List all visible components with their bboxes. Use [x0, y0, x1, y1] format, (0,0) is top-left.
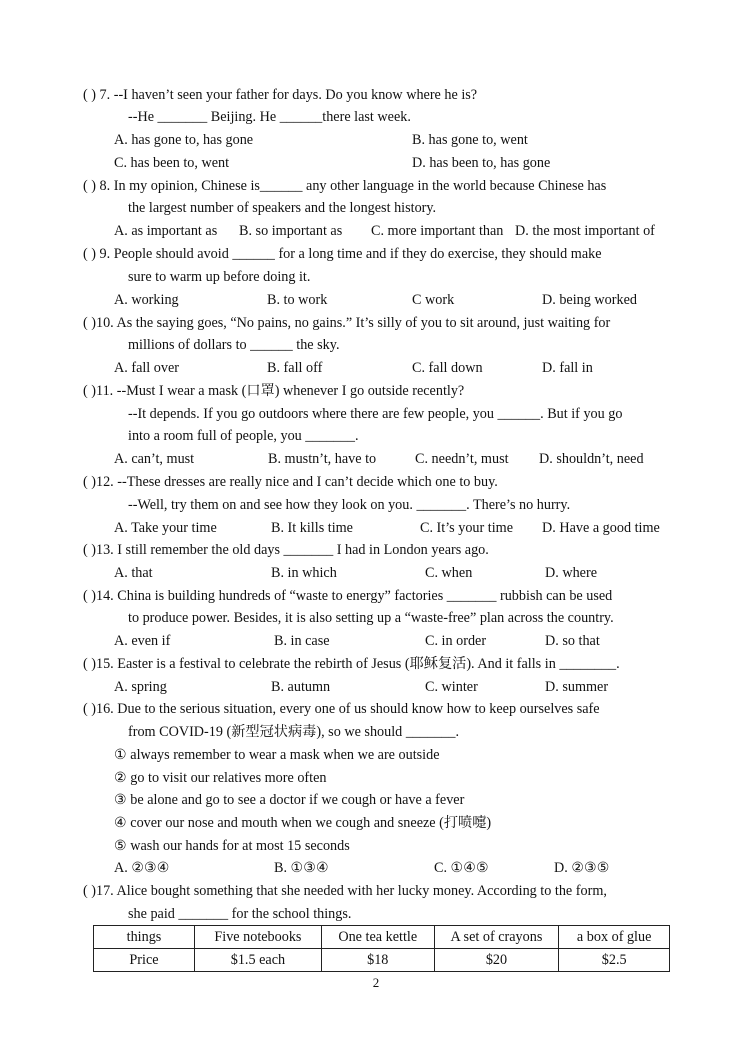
q7-stem-cont: --He _______ Beijing. He ______there last week.	[128, 109, 411, 125]
q8-option-b: B. so important as	[239, 223, 343, 239]
q16-item-4: ④ cover our nose and mouth when we cough and sneeze (打喷嚏)	[114, 815, 492, 831]
q8-stem-cont: the largest number of speakers and the longest history.	[128, 200, 437, 216]
q7-option-c: C. has been to, went	[114, 155, 230, 171]
q16-stem: ( )16. Due to the serious situation, every one of us should know how to keep ourselves safe	[83, 701, 600, 717]
q14-stem-cont: to produce power. Besides, it is also setting up a “waste-free” plan across the country.	[128, 610, 614, 626]
page-number: 2	[372, 975, 380, 990]
q16-item-2: ② go to visit our relatives more often	[114, 770, 327, 786]
q15-option-c: C. winter	[425, 679, 478, 695]
q17-stem-cont: she paid _______ for the school things.	[128, 906, 352, 922]
q13-option-b: B. in which	[271, 565, 337, 581]
table-row	[94, 949, 670, 972]
table-cell: a box of glue	[559, 926, 670, 949]
table-cell: things	[94, 926, 195, 949]
q17-stem: ( )17. Alice bought something that she needed with her lucky money. According to the form,	[83, 883, 607, 899]
q16-option-c: C. ①④⑤	[434, 860, 489, 876]
q8-option-a: A. as important as	[114, 223, 218, 239]
q9-stem: ( ) 9. People should avoid ______ for a long time and if they do exercise, they should make	[83, 246, 602, 262]
table-cell: $2.5	[559, 949, 670, 972]
q9-option-d: D. being worked	[542, 292, 637, 308]
q12-stem: ( )12. --These dresses are really nice and I can’t decide which one to buy.	[83, 474, 498, 490]
q9-option-b: B. to work	[267, 292, 328, 308]
table-cell: $20	[434, 949, 559, 972]
q16-option-a: A. ②③④	[114, 860, 170, 876]
table-cell: A set of crayons	[434, 926, 559, 949]
q10-stem-cont: millions of dollars to ______ the sky.	[128, 337, 340, 353]
q11-stem-cont: --It depends. If you go outdoors where there are few people, you ______. But if you go	[128, 406, 623, 422]
q15-stem: ( )15. Easter is a festival to celebrate the rebirth of Jesus (耶稣复活). And it falls in ________.	[83, 656, 620, 672]
price-table	[93, 925, 670, 972]
q13-option-a: A. that	[114, 565, 153, 581]
q12-option-b: B. It kills time	[271, 520, 353, 536]
q11-stem-cont2: into a room full of people, you _______.	[128, 428, 359, 444]
q11-stem: ( )11. --Must I wear a mask (口罩) whenever I go outside recently?	[83, 383, 465, 399]
q16-option-d: D. ②③⑤	[554, 860, 610, 876]
q15-option-d: D. summer	[545, 679, 609, 695]
q7-option-a: A. has gone to, has gone	[114, 132, 254, 148]
q14-option-b: B. in case	[274, 633, 330, 649]
q16-stem-cont: from COVID-19 (新型冠状病毒), so we should _______.	[128, 724, 460, 740]
q14-option-d: D. so that	[545, 633, 600, 649]
q15-option-b: B. autumn	[271, 679, 331, 695]
table-cell: $1.5 each	[194, 949, 321, 972]
q16-item-3: ③ be alone and go to see a doctor if we cough or have a fever	[114, 792, 465, 808]
q12-option-c: C. It’s your time	[420, 520, 514, 536]
table-cell: One tea kettle	[321, 926, 434, 949]
q7-stem: ( ) 7. --I haven’t seen your father for days. Do you know where he is?	[83, 87, 478, 103]
q12-option-d: D. Have a good time	[542, 520, 660, 536]
q13-option-c: C. when	[425, 565, 473, 581]
q11-option-b: B. mustn’t, have to	[268, 451, 377, 467]
q14-option-c: C. in order	[425, 633, 487, 649]
q12-stem-cont: --Well, try them on and see how they look on you. _______. There’s no hurry.	[128, 497, 571, 513]
q14-stem: ( )14. China is building hundreds of “waste to energy” factories _______ rubbish can be used	[83, 588, 613, 604]
table-header-row	[94, 926, 670, 949]
q15-option-a: A. spring	[114, 679, 167, 695]
q7-option-b: B. has gone to, went	[412, 132, 528, 148]
q16-item-5: ⑤ wash our hands for at most 15 seconds	[114, 838, 350, 854]
q9-option-a: A. working	[114, 292, 179, 308]
q10-option-d: D. fall in	[542, 360, 593, 376]
q10-option-a: A. fall over	[114, 360, 180, 376]
q12-option-a: A. Take your time	[114, 520, 217, 536]
q11-option-c: C. needn’t, must	[415, 451, 509, 467]
q16-option-b: B. ①③④	[274, 860, 329, 876]
q14-option-a: A. even if	[114, 633, 171, 649]
q10-option-c: C. fall down	[412, 360, 483, 376]
q11-option-a: A. can’t, must	[114, 451, 195, 467]
table-cell: Five notebooks	[194, 926, 321, 949]
table-cell: $18	[321, 949, 434, 972]
q8-stem: ( ) 8. In my opinion, Chinese is______ any other language in the world because Chinese has	[83, 178, 607, 194]
q13-stem: ( )13. I still remember the old days _______ I had in London years ago.	[83, 542, 489, 558]
q11-option-d: D. shouldn’t, need	[539, 451, 644, 467]
q10-stem: ( )10. As the saying goes, “No pains, no gains.” It’s silly of you to sit around, just waiting for	[83, 315, 611, 331]
table-cell: Price	[94, 949, 195, 972]
q13-option-d: D. where	[545, 565, 597, 581]
q8-option-c: C. more important than	[371, 223, 504, 239]
q9-stem-cont: sure to warm up before doing it.	[128, 269, 311, 285]
q7-option-d: D. has been to, has gone	[412, 155, 551, 171]
q10-option-b: B. fall off	[267, 360, 323, 376]
q8-option-d: D. the most important of	[515, 223, 655, 239]
q9-option-c: C work	[412, 292, 455, 308]
q16-item-1: ① always remember to wear a mask when we are outside	[114, 747, 440, 763]
